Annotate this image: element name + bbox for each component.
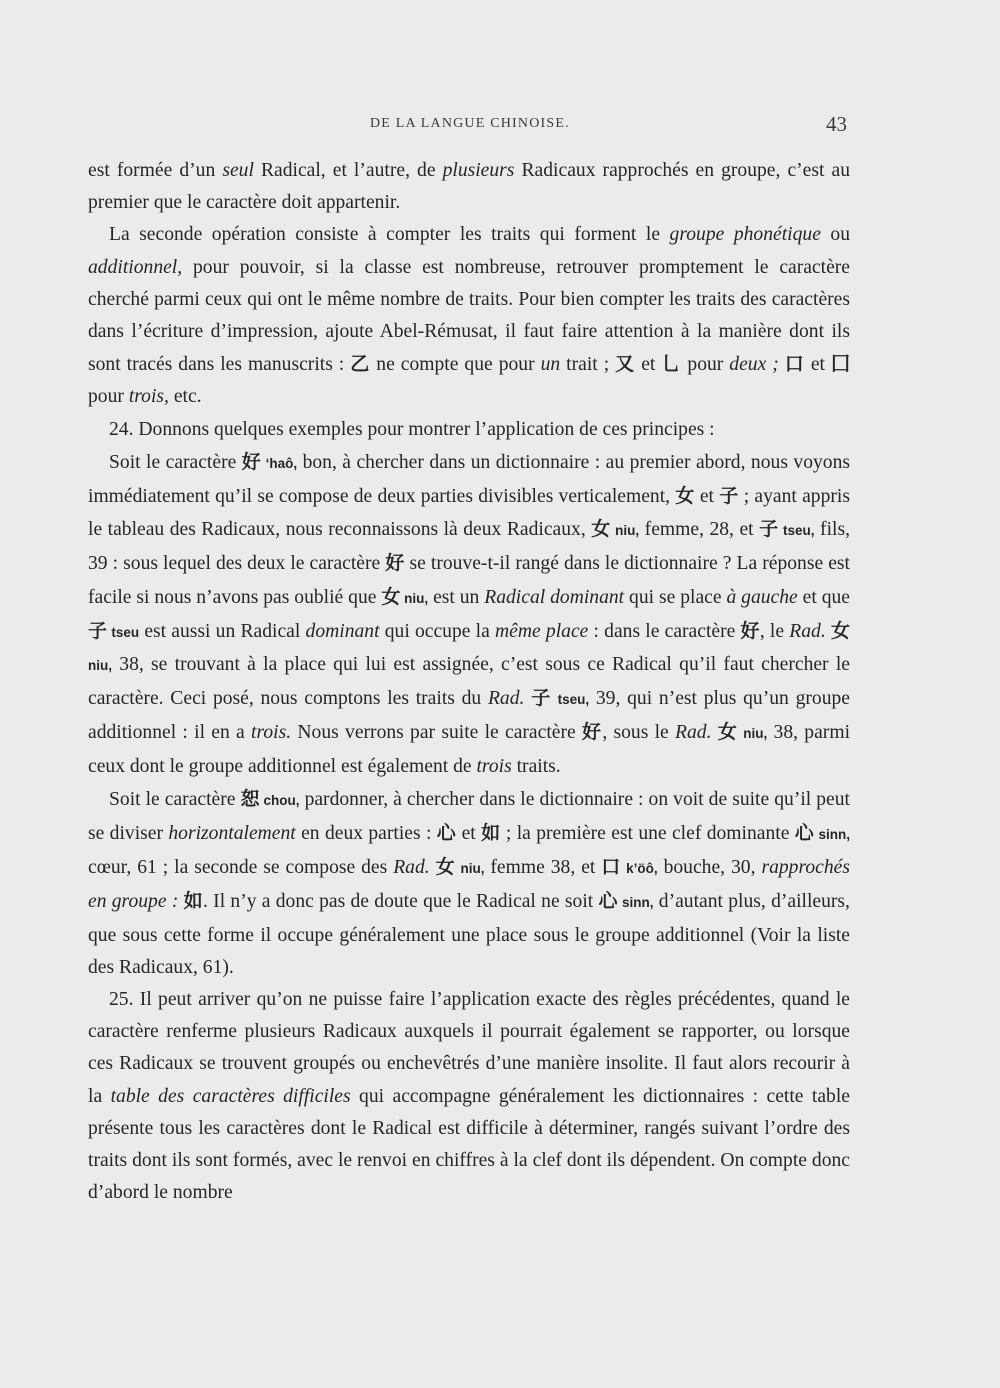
paragraph-4: Soit le caractère 好 ‘haô, bon, à chercher dans un dictionnaire : au premier abord, nous voyons immédiatement qu’il se compose de deux parties divisibles verticalement, 女 et 子 ; ayant appris le tableau des Radicaux, nous reconnaissons là deux Radicaux, 女 niu, femme, 28, et 子 tseu, fils, 39 : sous lequel des deux le caractère 好 se trouve-t-il rangé dans le dictionnaire ? La réponse est facile si nous n’avons pas oublié que 女 niu, est un Radical dominant qui se place à gauche et que 子 tseu est aussi un Radical dominant qui occupe la même place : dans le caractère 好, le Rad. 女 niu, 38, se trouvant à la place qui lui est assignée, c’est sous ce Radical qu’il faut chercher le caractère. Ceci posé, nous comptons les traits du Rad. 子 tseu, 39, qui n’est plus qu’un groupe additionnel : il en a trois. Nous verrons par suite le caractère 好, sous le Rad. 女 niu, 38, parmi ceux dont le groupe additionnel est également de trois traits.	[88, 450, 851, 777]
paragraph-3: 24. Donnons quelques exemples pour montrer l’application de ces principes :	[109, 418, 715, 440]
page-number: 43	[826, 112, 847, 136]
page-header	[0, 112, 1000, 140]
paragraph-5: Soit le caractère 恕 chou, pardonner, à chercher dans le dictionnaire : on voit de suite qu’il peut se diviser horizontalement en deux parties : 心 et 如 ; la première est une clef dominante 心 sinn, cœur, 61 ; la seconde se compose des Rad. 女 niu, femme 38, et 口 k’öô, bouche, 30, rapprochés en groupe : 如. Il n’y a donc pas de doute que le Radical ne soit 心 sinn, d’autant plus, d’ailleurs, que sous cette forme il occupe généralement une place sous le groupe additionnel (Voir la liste des Radicaux, 61).	[88, 787, 850, 978]
paragraph-2: La seconde opération consiste à compter les traits qui forment le groupe phonétique ou additionnel, pour pouvoir, si la classe est nombreuse, retrouver promptement le caractère cherché parmi ceux qui ont le même nombre de traits. Pour bien compter les traits des caractères dans l’écriture d’impression, ajoute Abel-Rémusat, il faut faire attention à la manière dont ils sont tracés dans les manuscrits : 乙 ne compte que pour un trait ; 又 et 乚 pour deux ; 口 et 囗 pour trois, etc.	[88, 224, 850, 408]
body-text	[88, 155, 850, 1210]
paragraph-1: est formée d’un seul Radical, et l’autre, de plusieurs Radicaux rapprochés en groupe, c’est au premier que le caractère doit appartenir.	[88, 160, 850, 214]
paragraph-6: 25. Il peut arriver qu’on ne puisse faire l’application exacte des règles précédentes, quand le caractère renferme plusieurs Radicaux auxquels il pourrait également se rapporter, ou lorsque ces Radicaux se trouvent groupés ou enchevêtrés d’une manière insolite. Il faut alors recourir à la table des caractères difficiles qui accompagne généralement les dictionnaires : cette table présente tous les caractères dont le Radical est difficile à déterminer, rangés suivant l’ordre des traits dont ils sont formés, avec le renvoi en chiffres à la clef dont ils dépendent. On compte donc d’abord le nombre	[88, 989, 850, 1204]
running-title: DE LA LANGUE CHINOISE.	[370, 116, 570, 131]
